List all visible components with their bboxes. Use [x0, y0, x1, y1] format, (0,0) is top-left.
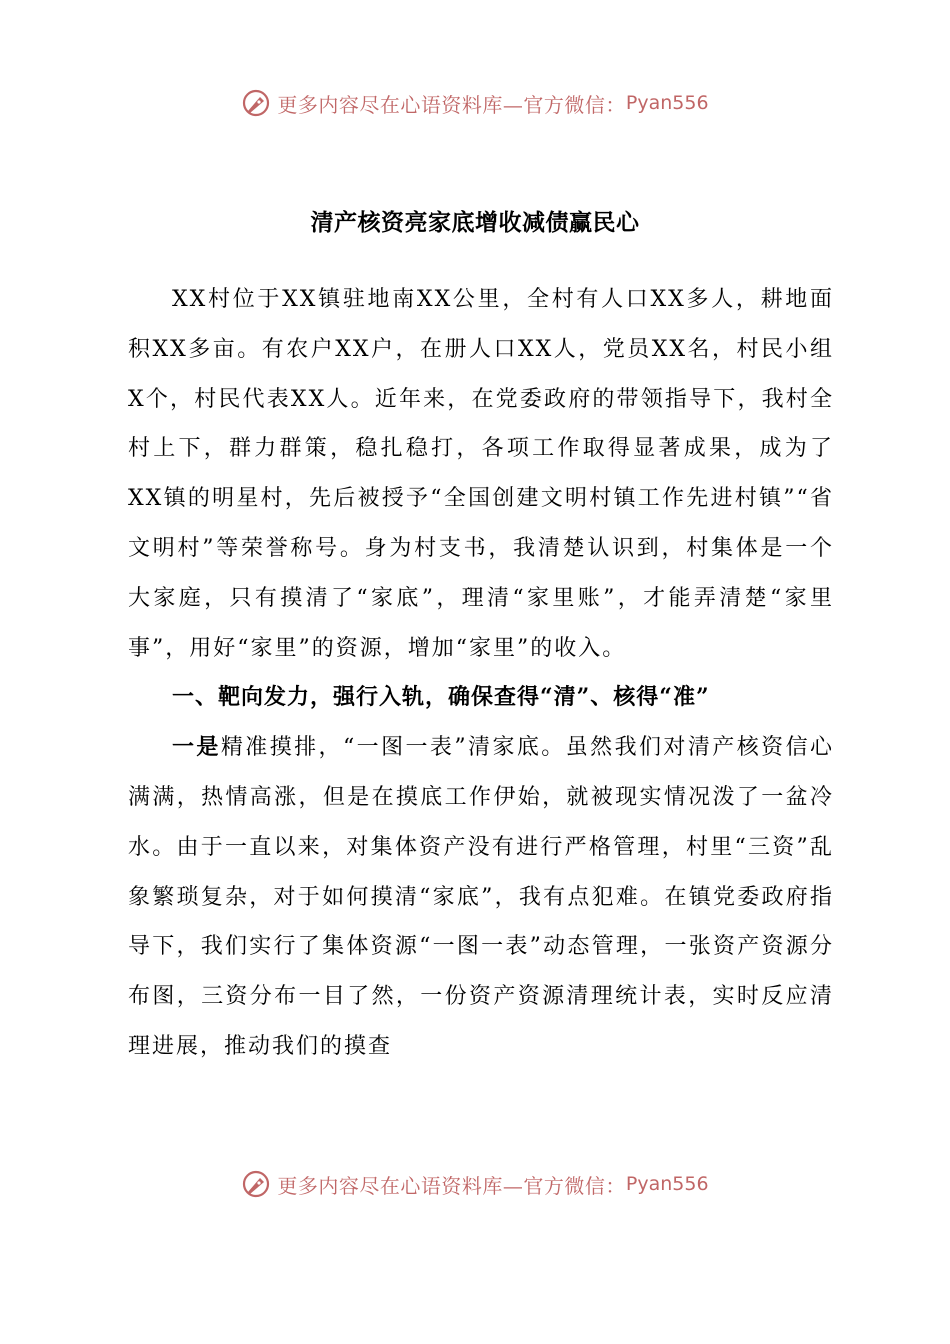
paragraph-text: 精准摸排，“一图一表”清家底。虽然我们对清产核资信心满满，热情高涨，但是在摸底工作伊始，就被现实情况泼了一盆冷水。由于一直以来，对集体资产没有进行严格管理，村里“三资”乱象繁琐复杂，对于如何摸清“家底”，我有点犯难。在镇党委政府指导下，我们实行了集体资源“一图一表”动态管理，一张资产资源分布图，三资分布一目了然，一份资产资源清理统计表，实时反应清理进展，推动我们的摸查	[128, 735, 834, 1059]
watermark-account: Pyan556	[625, 1173, 709, 1195]
document-body	[128, 275, 834, 1072]
paragraph-intro: XX村位于XX镇驻地南XX公里，全村有人口XX多人，耕地面积XX多亩。有农户XX户，在册人口XX人，党员XX名，村民小组X个，村民代表XX人。近年来，在党委政府的带领指导下，我村全村上下，群力群策，稳扎稳打，各项工作取得显著成果，成为了XX镇的明星村，先后被授予“全国创建文明村镇工作先进村镇”“省文明村”等荣誉称号。身为村支书，我清楚认识到，村集体是一个大家庭，只有摸清了“家底”，理清“家里账”，才能弄清楚“家里事”，用好“家里”的资源，增加“家里”的收入。	[128, 287, 834, 661]
watermark-text: 更多内容尽在心语资料库—官方微信：	[277, 92, 626, 117]
section-heading: 一、靶向发力，强行入轨，确保查得“清”、核得“准”	[172, 684, 710, 711]
watermark-header	[0, 85, 950, 121]
watermark-account: Pyan556	[625, 92, 709, 114]
watermark-text: 更多内容尽在心语资料库—官方微信：	[277, 1173, 626, 1198]
paragraph-first-point	[128, 723, 834, 1072]
watermark-footer	[0, 1166, 950, 1202]
pen-nib-logo-icon	[241, 88, 271, 118]
document-title: 清产核资亮家底增收减债赢民心	[310, 209, 640, 236]
paragraph-lead: 一是	[172, 734, 221, 761]
pen-nib-logo-icon	[241, 1169, 271, 1199]
